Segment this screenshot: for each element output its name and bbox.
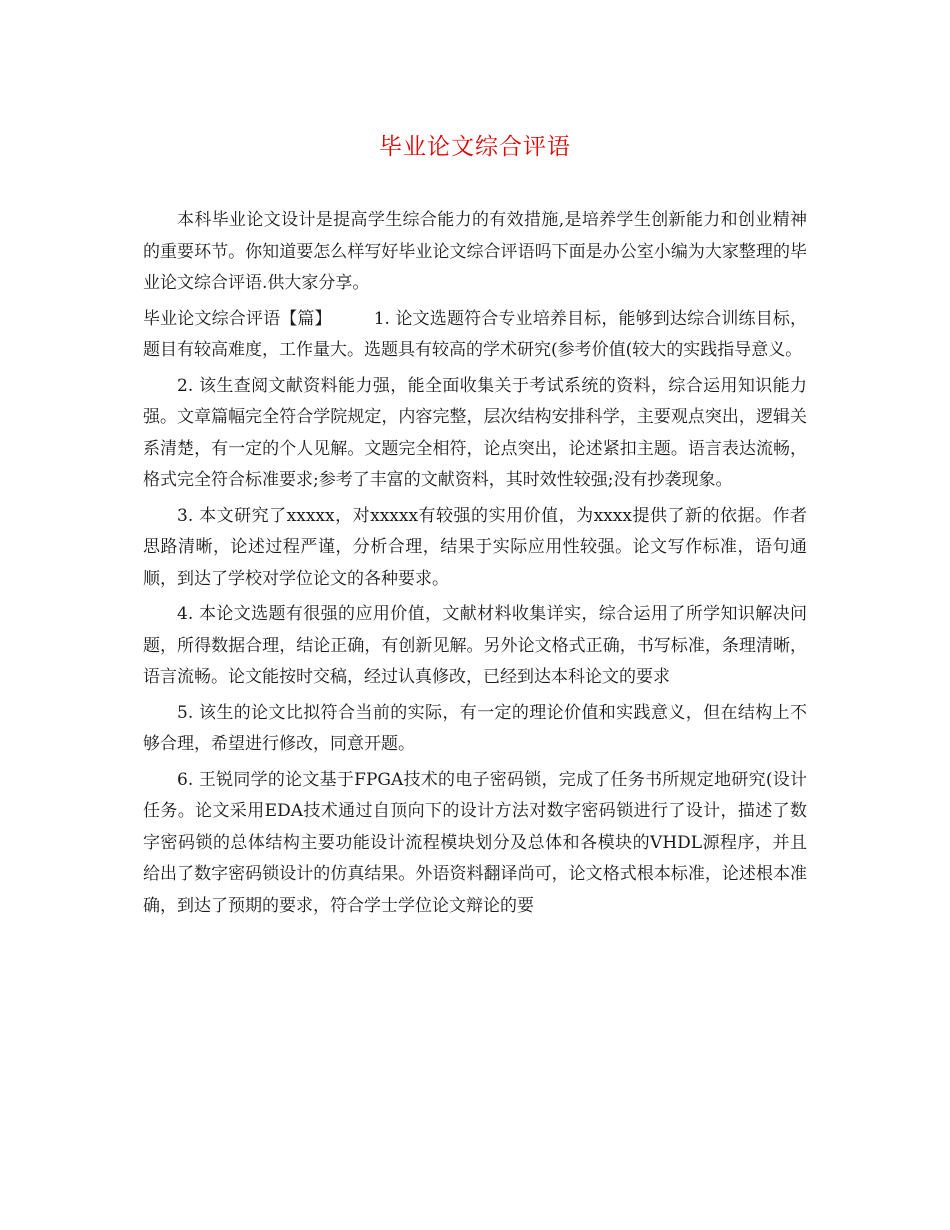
document-title: 毕业论文综合评语 (379, 134, 571, 160)
intro-paragraph: 本科毕业论文设计是提高学生综合能力的有效措施,是培养学生创新能力和创业精神的重要环节。你知道要怎么样写好毕业论文综合评语吗下面是办公室小编为大家整理的毕业论文综合评语.供大家分享。 (143, 210, 807, 293)
comment-item-5: 5. 该生的论文比拟符合当前的实际，有一定的理论价值和实践意义，但在结构上不够合理，希望进行修改，同意开题。 (143, 702, 807, 754)
section-paragraph (143, 304, 807, 367)
comment-item-4: 4. 本论文选题有很强的应用价值，文献材料收集详实，综合运用了所学知识解决问题，所得数据合理，结论正确，有创新见解。另外论文格式正确，书写标准，条理清晰，语言流畅。论文能按时交稿，经过认真修改，已经到达本科论文的要求 (143, 604, 807, 687)
comment-item-1: 1. 论文选题符合专业培养目标，能够到达综合训练目标，题目有较高难度，工作量大。选题具有较高的学术研究(参考价值(较大的实践指导意义。 (143, 308, 808, 360)
comment-item-6: 6. 王锐同学的论文基于FPGA技术的电子密码锁，完成了任务书所规定地研究(设计任务。论文采用EDA技术通过自顶向下的设计方法对数字密码锁进行了设计，描述了数字密码锁的总体结构主要功能设计流程模块划分及总体和各模块的VHDL源程序，并且给出了数字密码锁设计的仿真结果。外语资料翻译尚可，论文格式根本标准，论述根本准确，到达了预期的要求，符合学士学位论文辩论的要 (143, 769, 807, 916)
comment-item-2: 2. 该生查阅文献资料能力强，能全面收集关于考试系统的资料，综合运用知识能力强。文章篇幅完全符合学院规定，内容完整，层次结构安排科学，主要观点突出，逻辑关系清楚，有一定的个人见解。文题完全相符，论点突出，论述紧扣主题。语言表达流畅，格式完全符合标准要求;参考了丰富的文献资料，其时效性较强;没有抄袭现象。 (143, 375, 807, 490)
section-heading: 毕业论文综合评语【篇】 (143, 308, 332, 329)
comment-item-3: 3. 本文研究了xxxxx，对xxxxx有较强的实用价值，为xxxx提供了新的依据。作者思路清晰，论述过程严谨，分析合理，结果于实际应用性较强。论文写作标准，语句通顺，到达了学校对学位论文的各种要求。 (143, 505, 807, 589)
document-body (143, 205, 807, 926)
